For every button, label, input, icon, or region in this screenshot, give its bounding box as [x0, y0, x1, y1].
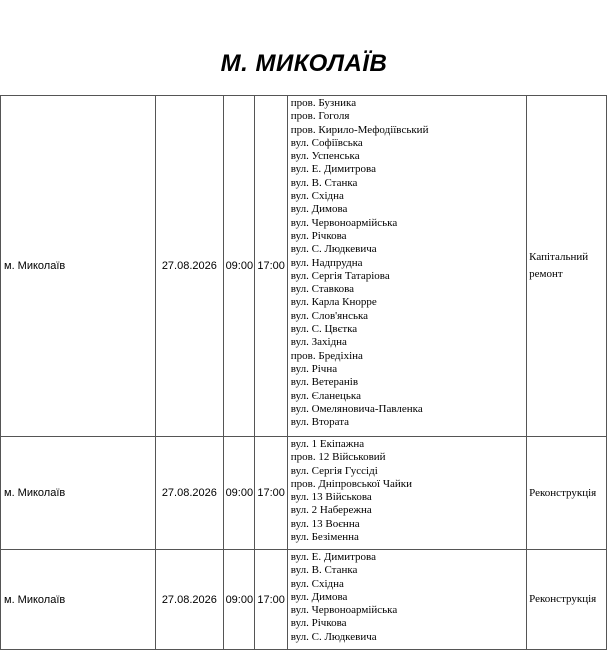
street-item: вул. С. Людкевича — [290, 243, 377, 256]
street-item: вул. В. Станка — [290, 176, 358, 189]
city-cell: м. Миколаїв — [1, 550, 156, 650]
street-item: вул. В. Станка — [290, 564, 358, 577]
streets-cell — [287, 550, 526, 650]
city-cell: м. Миколаїв — [1, 437, 156, 550]
street-item: вул. Червоноармійська — [290, 216, 398, 229]
street-item: вул. Річкова — [290, 229, 347, 242]
street-item: пров. Гоголя — [290, 110, 350, 123]
street-item: вул. Надпрудна — [290, 256, 363, 269]
street-item: пров. Кирило-Мефодіївський — [290, 123, 429, 136]
street-item: вул. Е. Димитрова — [290, 551, 376, 563]
time-to-cell: 17:00 — [255, 96, 287, 437]
street-item: вул. Східна — [290, 190, 344, 203]
street-item: пров. Бредіхіна — [290, 349, 363, 362]
table-row — [1, 96, 607, 437]
street-item: вул. Карла Кнорре — [290, 296, 377, 309]
street-item: вул. Сергія Татаріова — [290, 269, 390, 282]
table-row — [1, 550, 607, 650]
street-item: вул. 1 Екіпажна — [290, 438, 365, 450]
date-cell: 27.08.2026 — [155, 437, 224, 550]
street-item: пров. Дніпровської Чайки — [290, 477, 412, 490]
street-item: пров. Бузника — [290, 97, 357, 109]
work-type-cell: Реконструкція — [527, 437, 607, 550]
street-item: пров. 12 Військовий — [290, 451, 386, 464]
time-to-cell: 17:00 — [255, 550, 287, 650]
city-cell: м. Миколаїв — [1, 96, 156, 437]
page-title: М. МИКОЛАЇВ — [220, 50, 388, 77]
street-item: вул. С. Людкевича — [290, 630, 377, 643]
street-item: вул. Омеляновича-Павленка — [290, 402, 423, 415]
outage-table — [0, 95, 607, 650]
work-type-cell: Реконструкція — [527, 550, 607, 650]
street-item: вул. Успенська — [290, 150, 360, 163]
street-item: вул. Слов'янська — [290, 309, 369, 322]
street-item: вул. Е. Димитрова — [290, 163, 376, 176]
street-item: вул. Західна — [290, 336, 347, 349]
street-item: вул. Річна — [290, 362, 338, 375]
table-row — [1, 437, 607, 550]
work-type-cell: Капітальний ремонт — [527, 96, 607, 437]
street-item: вул. Єланецька — [290, 389, 361, 402]
time-to-cell: 17:00 — [255, 437, 287, 550]
street-item: вул. Софіївська — [290, 136, 363, 149]
time-from-cell: 09:00 — [224, 96, 255, 437]
street-item: вул. Безіменна — [290, 531, 359, 544]
street-item: вул. Східна — [290, 577, 344, 590]
street-item: вул. Річкова — [290, 617, 347, 630]
street-item: вул. Ветеранів — [290, 376, 359, 389]
street-item: вул. Сергія Гуссіді — [290, 464, 378, 477]
street-item: вул. Червоноармійська — [290, 604, 398, 617]
streets-cell — [287, 96, 526, 437]
time-from-cell: 09:00 — [224, 550, 255, 650]
street-item: вул. 2 Набережна — [290, 504, 372, 517]
streets-cell — [287, 437, 526, 550]
street-item: вул. Ставкова — [290, 283, 355, 296]
street-item: вул. С. Цвєтка — [290, 323, 358, 336]
time-from-cell: 09:00 — [224, 437, 255, 550]
street-item: вул. 13 Воєнна — [290, 517, 360, 530]
street-item: вул. Димова — [290, 203, 348, 216]
date-cell: 27.08.2026 — [155, 550, 224, 650]
street-item: вул. 13 Військова — [290, 491, 372, 504]
date-cell: 27.08.2026 — [155, 96, 224, 437]
street-item: вул. Димова — [290, 590, 348, 603]
street-item: вул. Втората — [290, 416, 350, 429]
